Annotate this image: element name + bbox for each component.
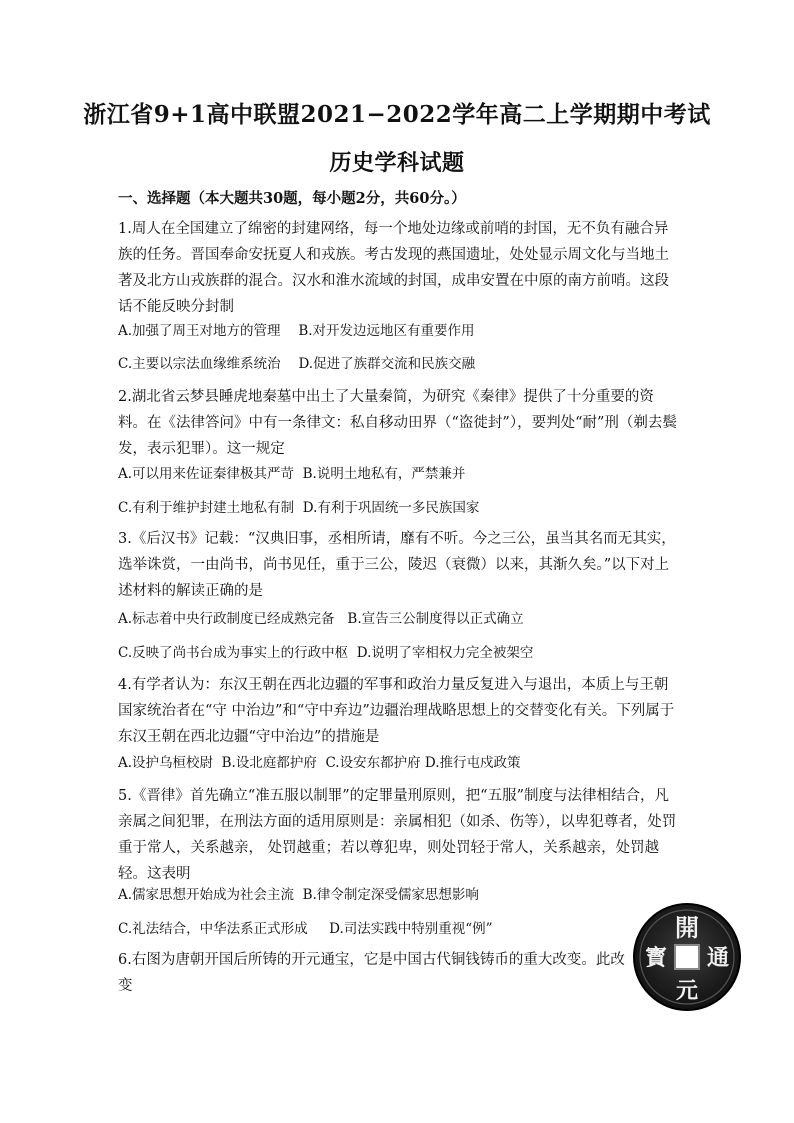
question-1: 1.周人在全国建立了绵密的封建网络，每一个地处边缘或前哨的封国，无不负有融合异族的任务。晋国奉命安抚夏人和戎族。考古发现的燕国遗址，处处显示周文化与当地土著及北方山戎族群的混合。汉水和淮水流域的封国，成串安置在中原的南方前哨。这段话不能反映分封制 xyxy=(118,221,669,315)
question-5: 5.《晋律》首先确立“准五服以制罪”的定罪量刑原则，把“五服”制度与法律相结合，凡亲属之间犯罪，在刑法方面的适用原则是：亲属相犯（如杀、伤等），以卑犯尊者，处罚重于常人，关系越亲， 处罚越重；若以尊犯卑，则处罚轻于常人，关系越亲，处罚越轻。这表明 xyxy=(118,788,677,882)
question-6: 6.右图为唐朝开国后所铸的开元通宝，它是中国古代铜钱铸币的重大改变。此改变 xyxy=(118,952,625,994)
option-d: D.司法实践中特别重视“例” xyxy=(329,921,493,937)
section-heading: 一、选择题（本大题共30题，每小题2分，共60分。） xyxy=(118,190,466,207)
option-c: C.设安东都护府 xyxy=(325,755,421,771)
question-3-options-row-2 xyxy=(118,641,533,661)
option-c: C.反映了尚书台成为事实上的行政中枢 xyxy=(118,645,349,661)
option-d: D.有利于巩固统一多民族国家 xyxy=(302,500,480,516)
coin-char-right: 通 xyxy=(706,945,730,971)
question-1-options-row-2 xyxy=(118,352,475,372)
option-b: B.律令制定深受儒家思想影响 xyxy=(302,887,479,903)
question-5-options-row-1 xyxy=(118,883,479,903)
coin-char-bottom: 元 xyxy=(675,978,699,1004)
page-title: 浙江省9+1高中联盟2021−2022学年高二上学期期中考试 xyxy=(83,101,711,128)
question-4: 4.有学者认为：东汉王朝在西北边疆的军事和政治力量反复进入与退出，本质上与王朝国家统治者在“守 中治边”和“守中弃边”边疆治理战略思想上的交替变化有关。下列属于东汉王朝在西北边疆“守中治边”的措施是 xyxy=(118,677,675,745)
option-b: B.说明土地私有，严禁兼并 xyxy=(302,466,466,482)
question-5-options-row-2 xyxy=(118,917,493,937)
kaiyuan-tongbao-coin-image xyxy=(632,902,742,1012)
option-c: C.主要以宗法血缘维系统治 xyxy=(118,356,281,372)
option-c: C.有利于维护封建土地私有制 xyxy=(118,500,295,516)
option-d: D.推行屯戍政策 xyxy=(424,755,521,771)
question-2-options-row-2 xyxy=(118,496,479,516)
option-a: A.可以用来佐证秦律极其严苛 xyxy=(118,466,295,482)
question-2-options-row-1 xyxy=(118,462,465,482)
option-a: A.设护乌桓校尉 xyxy=(118,755,214,771)
page-subtitle: 历史学科试题 xyxy=(329,150,465,176)
option-d: D.说明了宰相权力完全被架空 xyxy=(356,645,534,661)
option-b: B.对开发边远地区有重要作用 xyxy=(298,323,475,339)
question-3-options-row-1 xyxy=(118,607,524,627)
option-a: A.标志着中央行政制度已经成熟完备 xyxy=(118,611,335,627)
option-a: A.加强了周王对地方的管理 xyxy=(118,323,281,339)
option-b: B.宣告三公制度得以正式确立 xyxy=(347,611,524,627)
coin-square-hole xyxy=(675,945,699,969)
coin-char-left: 寳 xyxy=(644,945,668,971)
question-1-options-row-1 xyxy=(118,319,475,339)
coin-char-top: 開 xyxy=(675,913,699,942)
question-3: 3.《后汉书》记载：“汉典旧事，丞相所请，靡有不听。今之三公，虽当其名而无其实，选举诛赏，一由尚书，尚书见任，重于三公，陵迟（衰微）以来，其渐久矣。”以下对上述材料的解读正确的是 xyxy=(118,531,676,599)
option-c: C.礼法结合，中华法系正式形成 xyxy=(118,921,308,937)
option-b: B.设北庭都护府 xyxy=(221,755,317,771)
question-4-options-row xyxy=(118,751,521,771)
option-d: D.促进了族群交流和民族交融 xyxy=(298,356,476,372)
question-2: 2.湖北省云梦县睡虎地秦墓中出土了大量秦简，为研究《秦律》提供了十分重要的资料。在《法律答问》中有一条律文：私自移动田界（“盗徙封”），要判处“耐”刑（剃去鬓发，表示犯罪）。这一规定 xyxy=(118,389,677,457)
option-a: A.儒家思想开始成为社会主流 xyxy=(118,887,295,903)
